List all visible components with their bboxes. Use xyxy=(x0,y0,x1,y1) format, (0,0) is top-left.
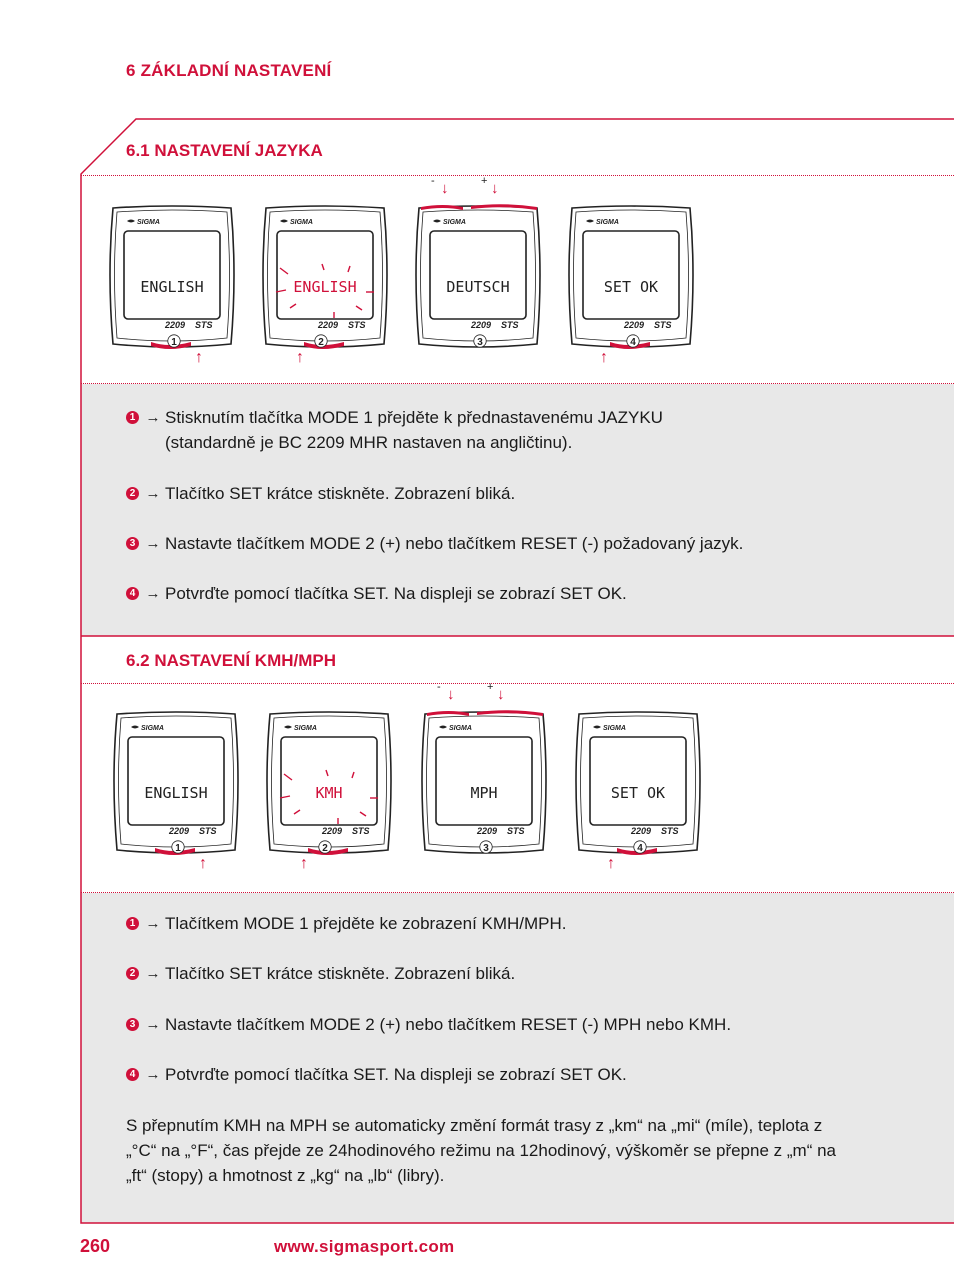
press-arrow-down-icon: ↓ xyxy=(497,686,505,703)
step-item xyxy=(126,481,515,506)
press-arrow-up-icon: ↑ xyxy=(600,349,608,366)
step-number-badge: 1 xyxy=(126,411,139,424)
arrow-right-icon: → xyxy=(145,409,161,426)
device-step-number: 3 xyxy=(483,843,489,854)
step-number-badge: 4 xyxy=(126,587,139,600)
separator xyxy=(81,175,954,176)
device-model-badge: STS xyxy=(195,320,213,330)
device-screen-text: ENGLISH xyxy=(140,278,204,296)
device-screen-text: DEUTSCH xyxy=(446,278,510,296)
device-model-label: 2209 xyxy=(477,826,498,836)
separator xyxy=(81,683,954,684)
device-brand-label: SIGMA xyxy=(603,725,626,732)
device-model-badge: STS xyxy=(352,826,370,836)
step-text: Potvrďte pomocí tlačítka SET. Na displeji se zobrazí SET OK. xyxy=(165,584,627,603)
device-brand-label: SIGMA xyxy=(290,219,313,226)
press-arrow-down-icon: ↓ xyxy=(491,180,499,197)
device-screen-text: ENGLISH xyxy=(293,278,357,296)
device-model-badge: STS xyxy=(661,826,679,836)
step-number-badge: 2 xyxy=(126,487,139,500)
device-model-label: 2209 xyxy=(318,320,339,330)
separator xyxy=(81,383,954,384)
step-text: Nastavte tlačítkem MODE 2 (+) nebo tlačítkem RESET (-) MPH nebo KMH. xyxy=(165,1015,732,1034)
device-step-number: 3 xyxy=(477,337,483,348)
arrow-right-icon: → xyxy=(145,1066,161,1083)
bike-computer-display xyxy=(419,710,549,856)
step-number-badge: 3 xyxy=(126,1018,139,1031)
step-text: Tlačítko SET krátce stiskněte. Zobrazení bliká. xyxy=(165,964,516,983)
device-model-label: 2209 xyxy=(471,320,492,330)
step-number-badge: 2 xyxy=(126,967,139,980)
step-item xyxy=(126,405,663,455)
button-sign-label: - xyxy=(437,681,441,693)
device-model-label: 2209 xyxy=(631,826,652,836)
arrow-right-icon: → xyxy=(145,535,161,552)
step-text: Tlačítko SET krátce stiskněte. Zobrazení bliká. xyxy=(165,484,516,503)
step-text: Nastavte tlačítkem MODE 2 (+) nebo tlačítkem RESET (-) požadovaný jazyk. xyxy=(165,534,744,553)
button-sign-label: + xyxy=(481,175,488,187)
press-arrow-up-icon: ↑ xyxy=(199,855,207,872)
press-arrow-up-icon: ↑ xyxy=(296,349,304,366)
step-item xyxy=(126,961,515,986)
device-brand-label: SIGMA xyxy=(449,725,472,732)
device-screen-text: ENGLISH xyxy=(144,784,208,802)
step-text: Potvrďte pomocí tlačítka SET. Na displeji se zobrazí SET OK. xyxy=(165,1065,627,1084)
device-step-number: 2 xyxy=(322,843,328,854)
device-screen-text: MPH xyxy=(470,784,498,802)
step-item xyxy=(126,531,743,556)
device-screen-text: SET OK xyxy=(610,784,666,802)
press-arrow-down-icon: ↓ xyxy=(441,180,449,197)
device-model-label: 2209 xyxy=(322,826,343,836)
step-item xyxy=(126,1062,627,1087)
bike-computer-display xyxy=(111,710,241,856)
section-title-units: 6.2 NASTAVENÍ KMH/MPH xyxy=(126,651,337,670)
step-number-badge: 4 xyxy=(126,1068,139,1081)
bike-computer-display xyxy=(413,204,543,350)
page-number: 260 xyxy=(80,1236,111,1256)
press-arrow-down-icon: ↓ xyxy=(447,686,455,703)
device-step-number: 4 xyxy=(637,843,643,854)
section-title-language: 6.1 NASTAVENÍ JAZYKA xyxy=(126,141,323,160)
arrow-right-icon: → xyxy=(145,915,161,932)
bike-computer-display xyxy=(566,204,696,350)
device-outline xyxy=(566,204,696,350)
button-sign-label: + xyxy=(487,681,494,693)
bike-computer-display xyxy=(107,204,237,350)
device-brand-label: SIGMA xyxy=(596,219,619,226)
device-step-number: 2 xyxy=(318,337,324,348)
footer-url: www.sigmasport.com xyxy=(274,1237,455,1256)
device-screen-text: KMH xyxy=(315,784,343,802)
separator xyxy=(81,892,954,893)
device-model-badge: STS xyxy=(501,320,519,330)
device-model-label: 2209 xyxy=(624,320,645,330)
device-outline xyxy=(419,710,549,856)
step-text-continued: (standardně je BC 2209 MHR nastaven na angličtinu). xyxy=(165,433,573,452)
step-number-badge: 3 xyxy=(126,537,139,550)
device-screen-text: SET OK xyxy=(603,278,659,296)
device-model-label: 2209 xyxy=(165,320,186,330)
device-outline xyxy=(111,710,241,856)
device-brand-label: SIGMA xyxy=(443,219,466,226)
step-item xyxy=(126,581,627,606)
device-step-number: 1 xyxy=(171,337,177,348)
device-outline xyxy=(413,204,543,350)
device-outline xyxy=(573,710,703,856)
device-brand-label: SIGMA xyxy=(141,725,164,732)
step-item xyxy=(126,1012,731,1037)
device-model-badge: STS xyxy=(507,826,525,836)
device-step-number: 4 xyxy=(630,337,636,348)
device-model-badge: STS xyxy=(348,320,366,330)
arrow-right-icon: → xyxy=(145,965,161,982)
device-model-badge: STS xyxy=(199,826,217,836)
arrow-right-icon: → xyxy=(145,485,161,502)
arrow-right-icon: → xyxy=(145,585,161,602)
arrow-right-icon: → xyxy=(145,1016,161,1033)
device-outline xyxy=(260,204,390,350)
chapter-title: 6 ZÁKLADNÍ NASTAVENÍ xyxy=(126,61,332,80)
press-arrow-up-icon: ↑ xyxy=(300,855,308,872)
bike-computer-display xyxy=(260,204,390,350)
device-step-number: 1 xyxy=(175,843,181,854)
device-outline xyxy=(107,204,237,350)
bike-computer-display xyxy=(573,710,703,856)
step-number-badge: 1 xyxy=(126,917,139,930)
device-model-label: 2209 xyxy=(169,826,190,836)
units-note: S přepnutím KMH na MPH se automaticky změní formát trasy z „km“ na „mi“ (míle), teplota z „°C“ na „°F“, čas přejde ze 24hodinového režimu na 12hodinový, výškoměr se přepne z „m“ na „ft“ (stopy) a hmotnost z „kg“ na „lb“ (libry). xyxy=(126,1116,836,1185)
device-outline xyxy=(264,710,394,856)
device-brand-label: SIGMA xyxy=(294,725,317,732)
press-arrow-up-icon: ↑ xyxy=(195,349,203,366)
device-model-badge: STS xyxy=(654,320,672,330)
step-text: Stisknutím tlačítka MODE 1 přejděte k přednastavenému JAZYKU xyxy=(165,408,663,427)
step-item xyxy=(126,911,567,936)
step-text: Tlačítkem MODE 1 přejděte ke zobrazení KMH/MPH. xyxy=(165,914,567,933)
button-sign-label: - xyxy=(431,175,435,187)
bike-computer-display xyxy=(264,710,394,856)
device-brand-label: SIGMA xyxy=(137,219,160,226)
press-arrow-up-icon: ↑ xyxy=(607,855,615,872)
